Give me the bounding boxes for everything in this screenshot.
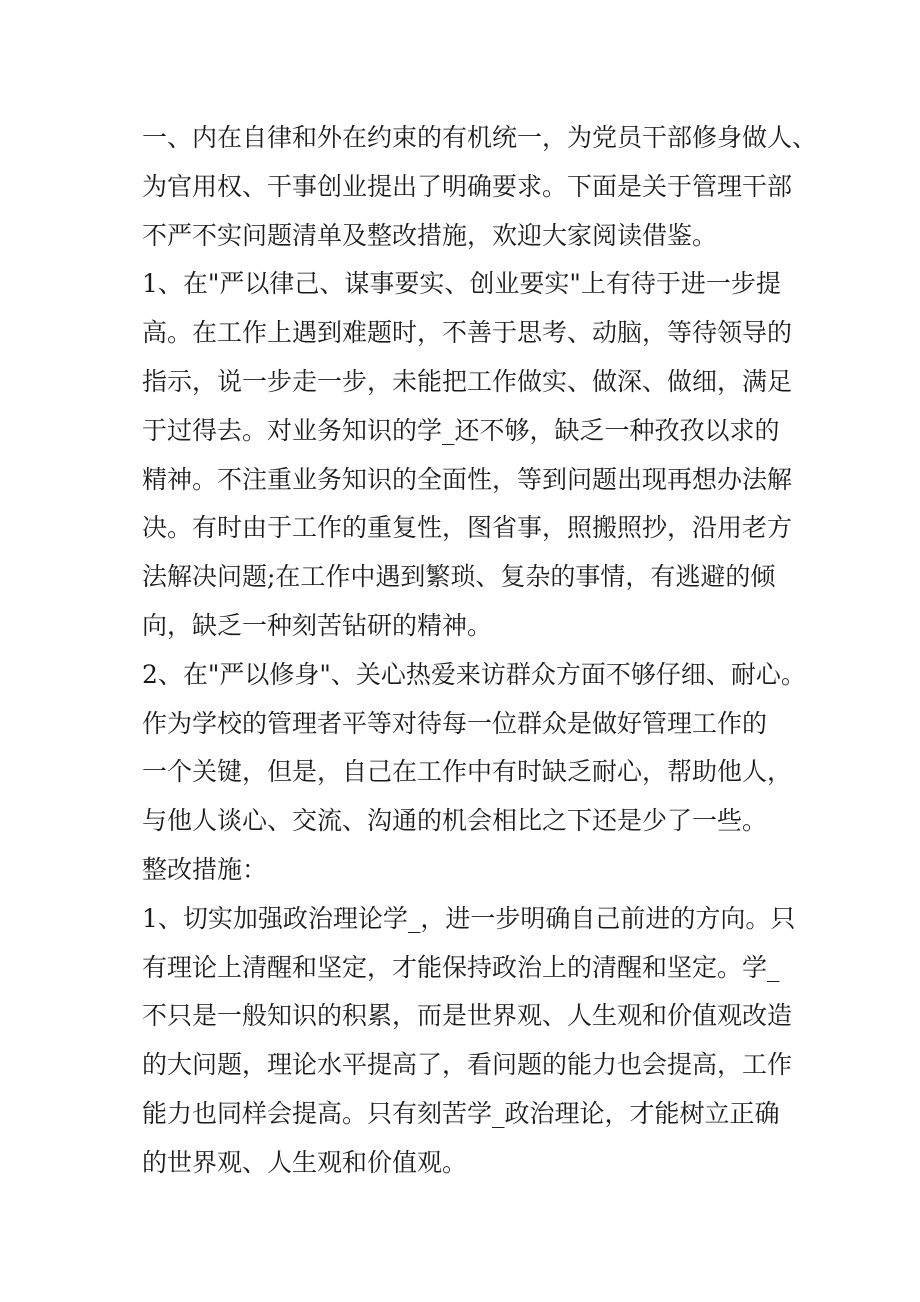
section-heading-measures: 整改措施： [142,854,268,884]
problem-1-line-2: 高。在工作上遇到难题时，不善于思考、动脑，等待领导的 [142,318,793,348]
problem-1-line-1: 1、在"严以律己、谋事要实、创业要实"上有待于进一步提 [142,269,781,299]
problem-1-line-5: 精神。不注重业务知识的全面性，等到问题出现再想办法解 [142,464,793,494]
problem-2-line-2: 作为学校的管理者平等对待每一位群众是做好管理工作的 [142,708,768,738]
measure-1-line-6: 的世界观、人生观和价值观。 [142,1147,468,1177]
problem-1-line-8: 向，缺乏一种刻苦钻研的精神。 [142,610,493,640]
measure-1-line-2: 有理论上清醒和坚定，才能保持政治上的清醒和坚定。学_ [142,952,780,982]
measure-1-line-3: 不只是一般知识的积累，而是世界观、人生观和价值观改造 [142,1001,793,1031]
problem-1-line-6: 决。有时由于工作的重复性，图省事，照搬照抄，沿用老方 [142,513,793,543]
intro-line-1: 一、内在自律和外在约束的有机统一，为党员干部修身做人、 [142,123,818,152]
problem-2-line-4: 与他人谈心、交流、沟通的机会相比之下还是少了一些。 [142,806,768,836]
document-body [142,114,822,1188]
measure-1-line-1: 1、切实加强政治理论学_，进一步明确自己前进的方向。只 [142,903,796,933]
intro-line-3: 不严不实问题清单及整改措施，欢迎大家阅读借鉴。 [142,220,718,250]
measure-1-line-4: 的大问题，理论水平提高了，看问题的能力也会提高，工作 [142,1050,793,1080]
problem-2-line-1: 2、在"严以修身"、关心热爱来访群众方面不够仔细、耐心。 [142,659,806,689]
problem-2-line-3: 一个关键，但是，自己在工作中有时缺乏耐心，帮助他人， [142,757,793,787]
intro-line-2: 为官用权、干事创业提出了明确要求。下面是关于管理干部 [142,171,793,201]
problem-1-line-7: 法解决问题;在工作中遇到繁琐、复杂的事情，有逃避的倾 [142,562,776,592]
problem-1-line-3: 指示，说一步走一步，未能把工作做实、做深、做细，满足 [142,366,793,396]
measure-1-line-5: 能力也同样会提高。只有刻苦学_政治理论，才能树立正确 [142,1098,780,1128]
problem-1-line-4: 于过得去。对业务知识的学_还不够，缺乏一种孜孜以求的 [142,415,780,445]
